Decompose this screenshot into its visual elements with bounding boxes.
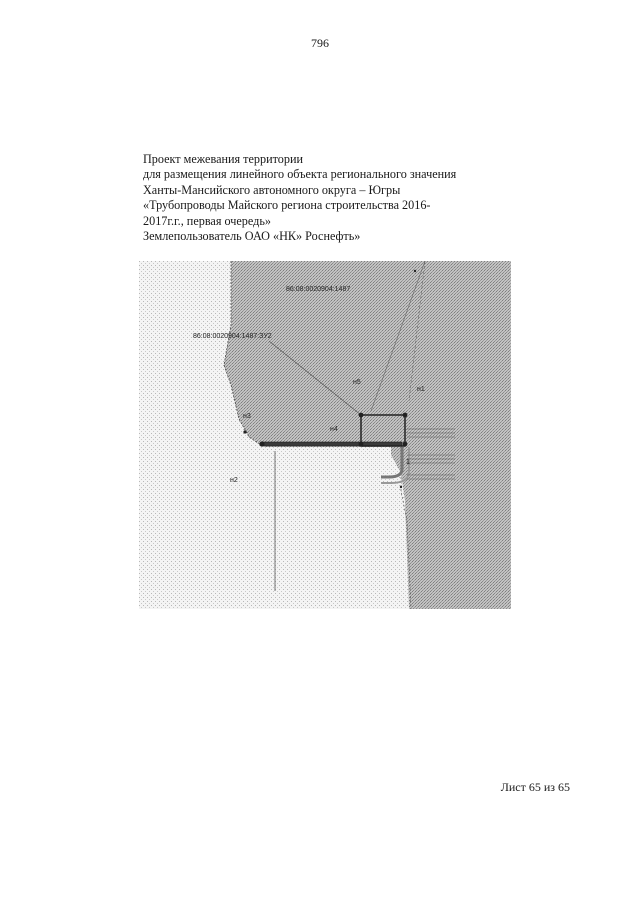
survey-map — [139, 261, 511, 609]
point-label-n5: н5 — [353, 379, 361, 386]
parcel-label: 86:08:0020904:1487 — [286, 286, 351, 293]
title-line: Землепользователь ОАО «НК» Роснефть» — [143, 229, 361, 244]
point-label-n3: н3 — [243, 413, 251, 420]
title-line: 2017г.г., первая очередь» — [143, 213, 272, 228]
page-number: 796 — [311, 36, 329, 50]
title-line: «Трубопроводы Майского региона строительства 2016- — [143, 198, 431, 213]
point-label-n2: н2 — [230, 477, 238, 484]
corridor-area — [275, 449, 405, 609]
sheet-footer: Лист 65 из 65 — [500, 780, 570, 794]
title-line: Ханты-Мансийского автономного округа – Югры — [143, 182, 401, 197]
point-label-1: 1 — [406, 459, 410, 466]
zu2-label: 86:08:0020904:1487:ЗУ2 — [193, 333, 272, 340]
title-line: для размещения линейного объекта регионального значения — [143, 167, 457, 182]
title-line: Проект межевания территории — [143, 152, 304, 166]
document-title-block — [143, 152, 503, 244]
point-label-n4: н4 — [330, 426, 338, 433]
point-label-n1: н1 — [417, 386, 425, 393]
